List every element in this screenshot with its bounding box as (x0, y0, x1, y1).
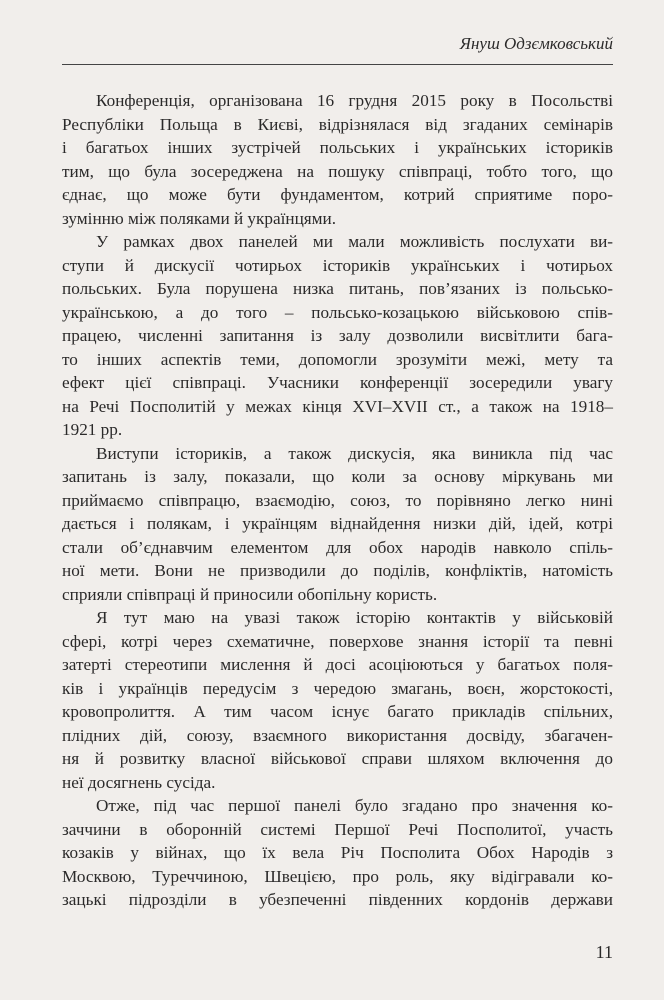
text-line: українською, а до того – польсько-козацькою військовою спів- (62, 302, 613, 322)
text-line: єднає, що може бути фундаментом, котрий сприятиме поро- (62, 185, 613, 204)
text-line: на Речі Посполитій у межах кінця XVI–XVII ст., а також на 1918– (62, 396, 613, 416)
text-line: ків і українців передусім з чередою змагань, воєн, жорстокості, (62, 678, 613, 698)
paragraph (62, 606, 613, 794)
text-line: то інших аспектів теми, допомогли зрозуміти межі, мету та (62, 349, 613, 369)
text-line: стали об’єднавчим елементом для обох народів навколо спіль- (62, 537, 613, 557)
page-number: 11 (595, 942, 613, 962)
text-line: плідних дій, союзу, взаємного використання досвіду, збагачен- (62, 725, 613, 745)
text-line: ної мети. Вони не призводили до поділів, конфліктів, натомість (62, 561, 613, 580)
text-line: заччини в оборонній системі Першої Речі Посполитої, участь (62, 819, 613, 839)
running-header (62, 34, 613, 65)
page-body-text (62, 89, 613, 912)
text-line: Виступи істориків, а також дискусія, яка виникла під час (96, 443, 613, 463)
text-line: Москвою, Туреччиною, Швецією, про роль, яку відігравали ко- (62, 866, 613, 886)
text-line: козаків у війнах, що їх вела Річ Посполита Обох Народів з (62, 843, 613, 862)
text-line: сфері, котрі через схематичне, поверхове знання історії та певні (62, 631, 613, 651)
paragraph (62, 89, 613, 230)
text-line: запитань із залу, показали, що коли за основу міркувань ми (62, 467, 613, 486)
text-line: 1921 рр. (62, 420, 123, 439)
text-line: Отже, під час першої панелі було згадано про значення ко- (96, 796, 613, 815)
paragraph (62, 794, 613, 912)
paragraph (62, 442, 613, 607)
text-line: Конференція, організована 16 грудня 2015 року в Посольстві (96, 91, 613, 110)
text-line: неї досягнень сусіда. (62, 772, 216, 792)
text-line: Республіки Польща в Києві, відрізнялася від згаданих семінарів (62, 114, 613, 134)
text-line: У рамках двох панелей ми мали можливість послухати ви- (96, 232, 613, 251)
paragraph (62, 230, 613, 442)
text-line: працею, численні запитання із залу дозволили висвітлити бага- (62, 326, 613, 345)
text-line: затерті стереотипи мислення й досі асоціюються у багатьох поля- (62, 655, 613, 674)
text-line: дається і полякам, і українцям віднайдення низки дій, ідей, котрі (62, 514, 613, 533)
text-line: ефект цієї співпраці. Учасники конференції зосередили увагу (62, 373, 613, 392)
header-author: Януш Одзємковський (459, 34, 613, 53)
text-line: Я тут маю на увазі також історію контактів у військовій (96, 608, 613, 627)
text-line: кровопролиття. А тим часом існує багато прикладів спільних, (62, 702, 613, 721)
text-line: ня й розвитку власної військової справи шляхом включення до (62, 749, 613, 768)
text-line: зумінню між поляками й українцями. (62, 208, 337, 228)
text-line: ступи й дискусії чотирьох істориків українських і чотирьох (62, 255, 613, 275)
text-line: і багатьох інших зустрічей польських і українських істориків (62, 138, 613, 157)
text-line: сприяли співпраці й приносили обопільну користь. (62, 584, 438, 604)
text-line: зацькі підрозділи в убезпеченні південних кордонів держави (62, 890, 613, 909)
text-line: польських. Була порушена низка питань, пов’язаних із польсько- (62, 279, 613, 298)
text-line: приймаємо співпрацю, взаємодію, союз, то порівняно легко нині (62, 490, 613, 510)
text-line: тим, що була зосереджена на пошуку співпраці, тобто того, що (62, 161, 613, 181)
